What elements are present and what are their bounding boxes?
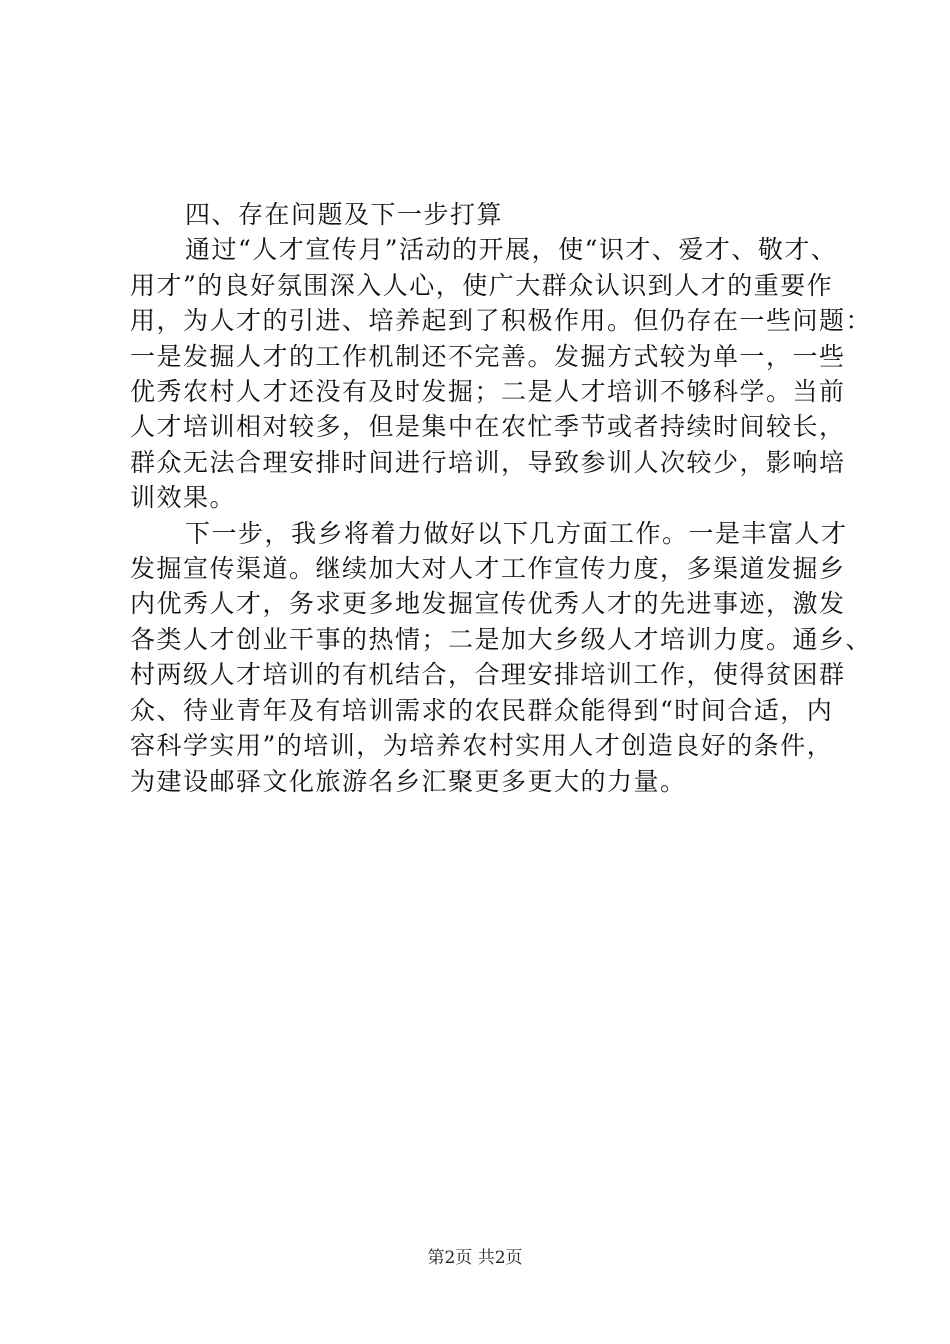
document-body	[130, 197, 873, 799]
paragraph-line: 用才”的良好氛围深入人心，使广大群众认识到人才的重要作	[130, 270, 834, 300]
paragraph-2	[130, 516, 873, 799]
section-heading: 四、存在问题及下一步打算	[185, 200, 504, 229]
paragraph-line: 通过“人才宣传月”活动的开展，使“识才、爱才、敬才、	[185, 235, 838, 265]
paragraph-line: 一是发掘人才的工作机制还不完善。发掘方式较为单一，一些	[130, 341, 846, 371]
paragraph-line: 群众无法合理安排时间进行培训，导致参训人次较少，影响培	[130, 447, 846, 477]
paragraph-line: 人才培训相对较多，但是集中在农忙季节或者持续时间较长，	[130, 412, 846, 442]
paragraph-line: 训效果。	[130, 483, 237, 513]
paragraph-line: 众、待业青年及有培训需求的农民群众能得到“时间合适，内	[130, 695, 834, 725]
paragraph-line: 为建设邮驿文化旅游名乡汇聚更多更大的力量。	[130, 766, 687, 796]
paragraph-line: 下一步，我乡将着力做好以下几方面工作。一是丰富人才	[185, 518, 848, 548]
paragraph-line: 发掘宣传渠道。继续加大对人才工作宣传力度，多渠道发掘乡	[130, 554, 846, 584]
paragraph-line: 内优秀人才，务求更多地发掘宣传优秀人才的先进事迹，激发	[130, 589, 846, 619]
page-footer: 第2页 共2页	[427, 1248, 523, 1268]
paragraph-line: 优秀农村人才还没有及时发掘；二是人才培训不够科学。当前	[130, 377, 846, 407]
paragraph-line: 用，为人才的引进、培养起到了积极作用。但仍存在一些问题：	[130, 306, 873, 336]
paragraph-line: 容科学实用”的培训，为培养农村实用人才创造良好的条件，	[130, 731, 834, 761]
paragraph-line: 各类人才创业干事的热情；二是加大乡级人才培训力度。通乡、	[130, 624, 873, 654]
paragraph-line: 村两级人才培训的有机结合，合理安排培训工作，使得贫困群	[130, 660, 846, 690]
paragraph-1	[130, 232, 873, 515]
